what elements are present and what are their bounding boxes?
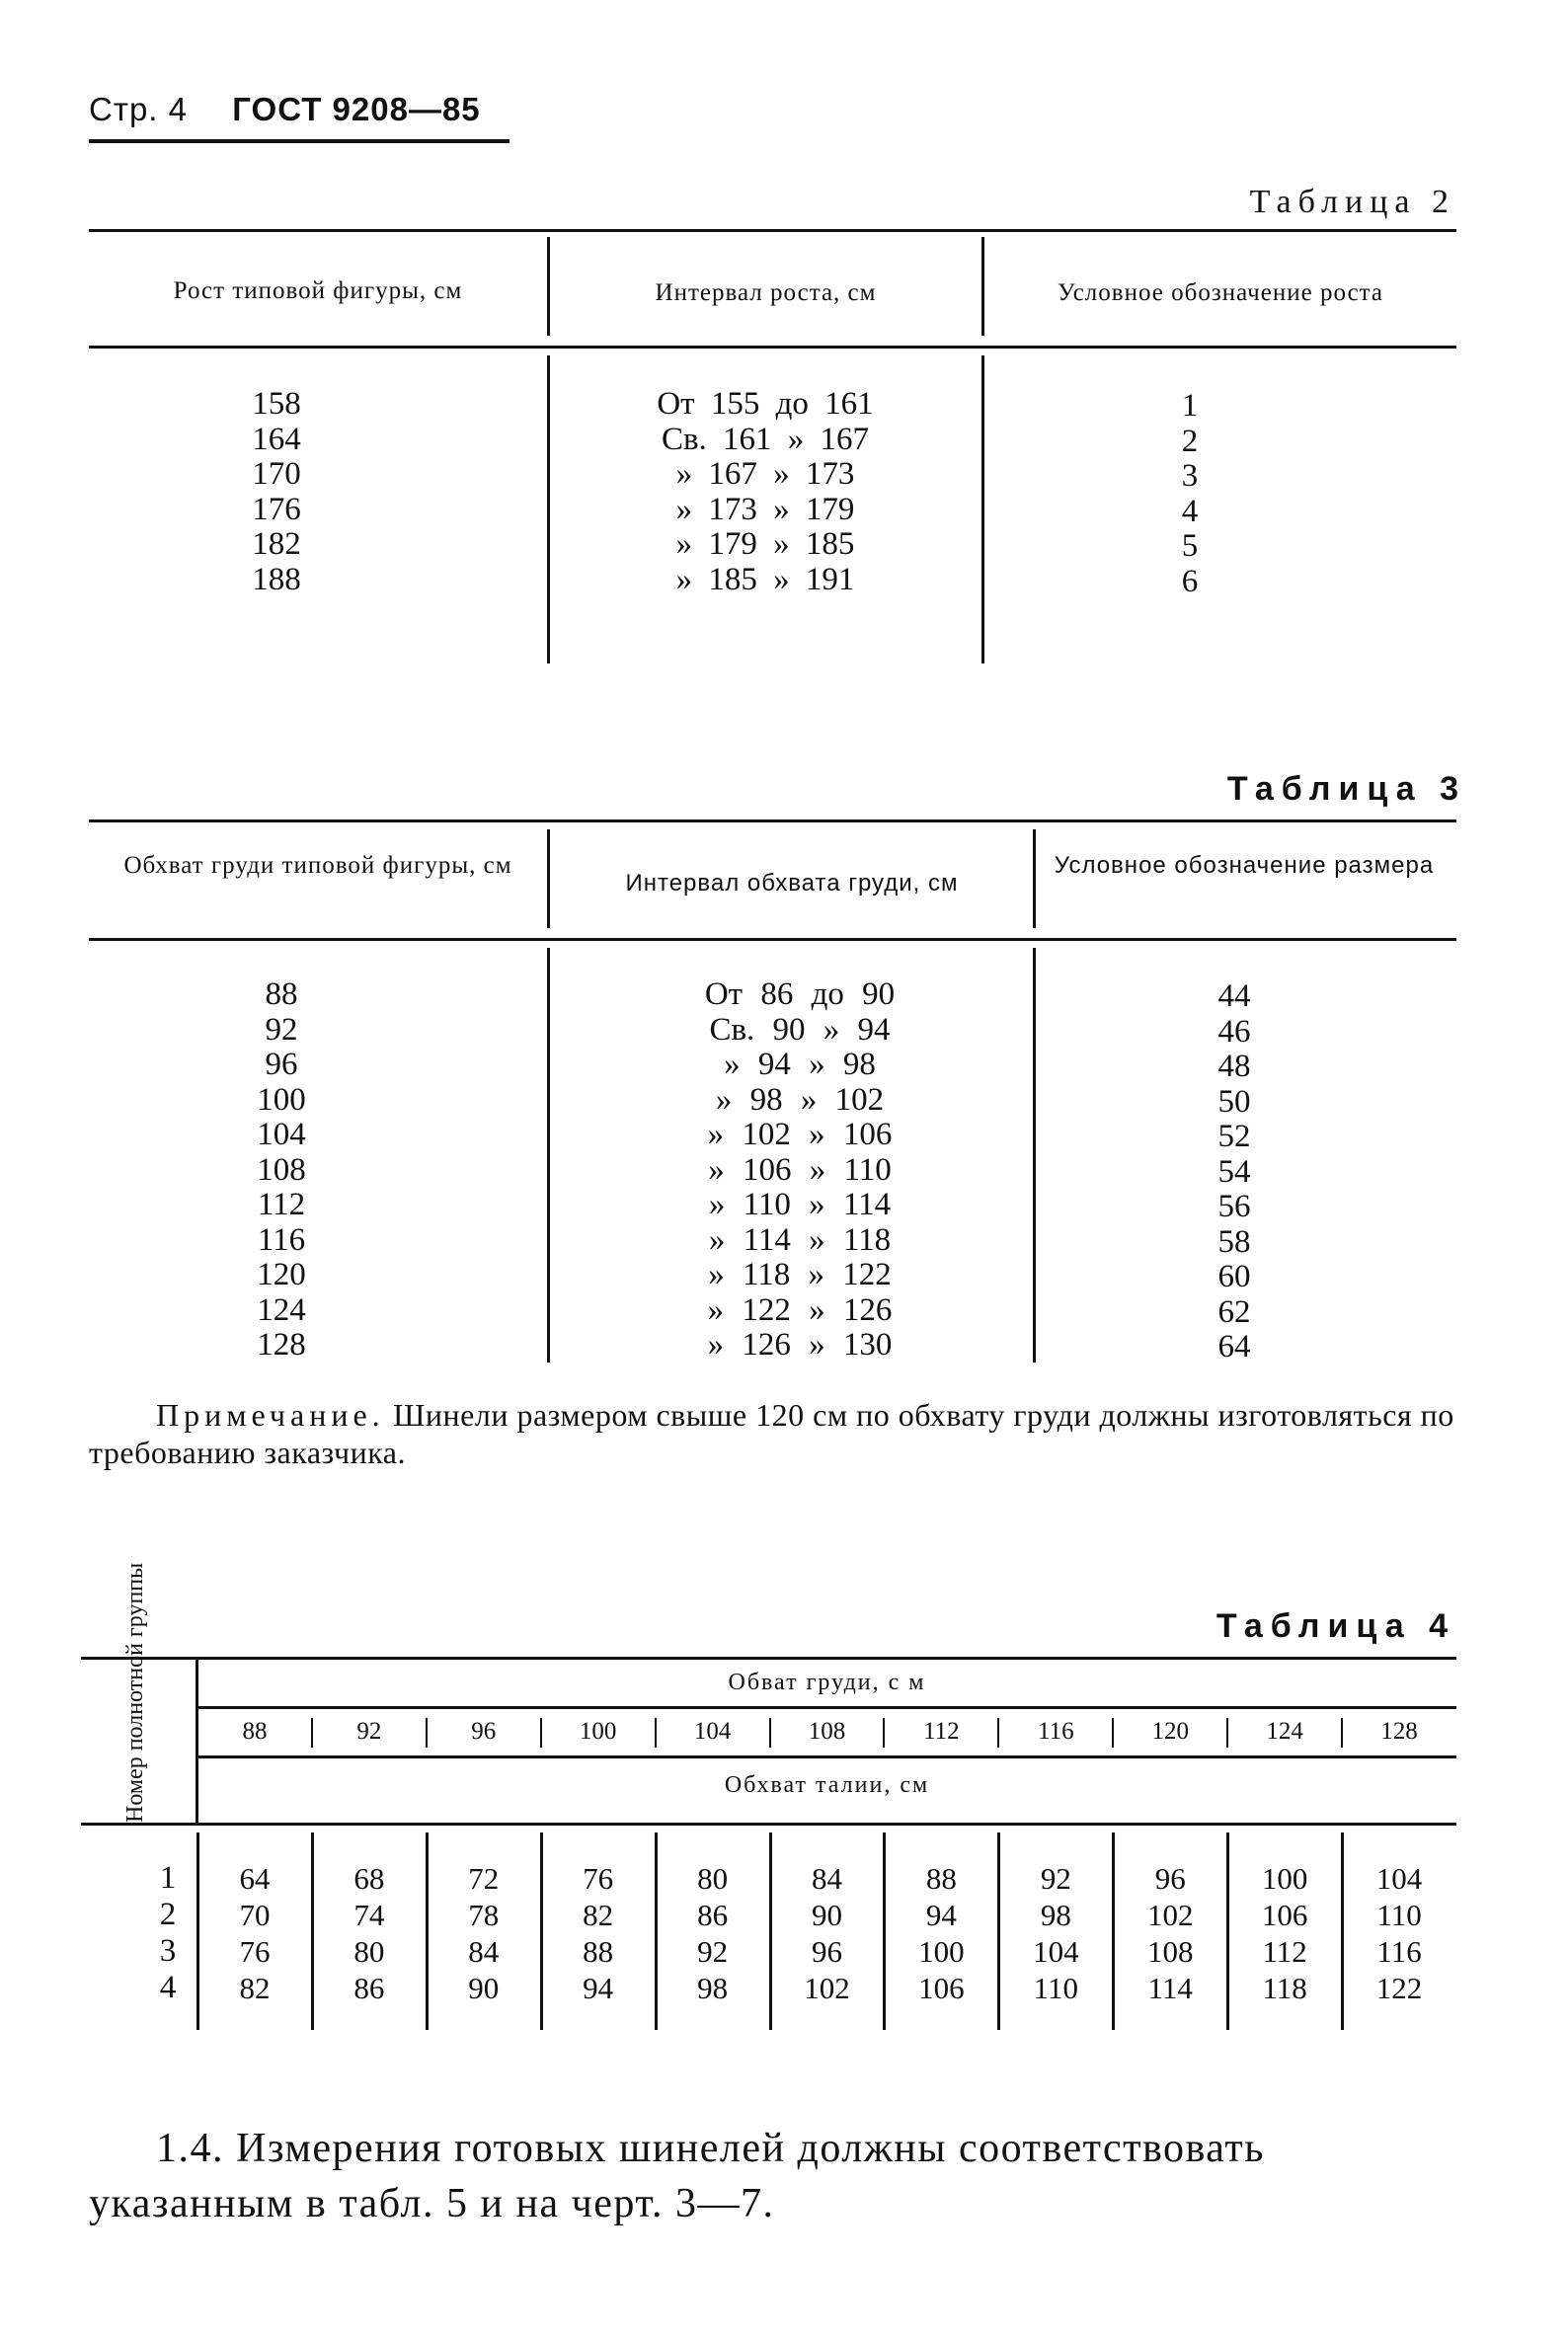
table4-chest-value: 116 [1038, 1718, 1074, 1745]
table4-chest-header: Обват груди, с м [728, 1670, 926, 1695]
table-cell: 94 [583, 1971, 614, 2005]
table4-chest-values-rule [197, 1755, 1456, 1758]
table-cell: 86 [353, 1971, 385, 2005]
table-cell: 76 [239, 1934, 271, 1969]
table4-chest-value: 88 [242, 1718, 268, 1745]
table-cell: 3 [159, 1933, 177, 1969]
table-cell: 100 [257, 1081, 306, 1118]
table3-divider [1033, 948, 1036, 1363]
table4-waist-column [998, 1860, 1113, 2006]
table4-waist-column [427, 1860, 541, 2006]
table4-chest-divider [1341, 1718, 1343, 1748]
table-cell: 112 [1262, 1934, 1307, 1969]
table-cell: 88 [925, 1861, 957, 1896]
table4-chest-value: 112 [923, 1718, 960, 1745]
table-cell: 100 [1261, 1861, 1308, 1896]
table-cell: » 94 » 98 [724, 1047, 876, 1082]
table-cell: 64 [1217, 1329, 1251, 1364]
table4-waist-column [1113, 1860, 1227, 2006]
table-cell: 62 [1217, 1293, 1251, 1330]
table-cell: 114 [1147, 1971, 1193, 2005]
table-cell: 170 [252, 456, 301, 492]
table4-waist-column [312, 1860, 427, 2006]
table3-header-interval: Интервал обхвата груди, см [625, 870, 959, 897]
table4-chest-divider [426, 1718, 428, 1748]
table-cell: 4 [1181, 493, 1199, 529]
table-cell: 104 [1033, 1934, 1079, 1969]
table4-waist-column [197, 1860, 312, 2006]
table-cell: 128 [257, 1327, 306, 1363]
table2-divider [981, 355, 984, 663]
table-cell: 124 [257, 1291, 306, 1328]
table-cell: » 98 » 102 [715, 1081, 885, 1118]
table2-col-code [1136, 389, 1244, 599]
table-cell: » 118 » 122 [708, 1257, 892, 1292]
table4-chest-divider [769, 1718, 771, 1748]
table2-col-interval [612, 387, 918, 597]
table-cell: » 167 » 173 [675, 456, 855, 492]
table4-chest-divider [1226, 1718, 1228, 1748]
table2-divider [547, 355, 550, 663]
table4-group-header: Номер полнотной группы [122, 1562, 148, 1823]
table-cell: Св. 161 » 167 [661, 421, 870, 457]
table4-group-header-cell [87, 1562, 196, 1823]
table4-chest-rule [197, 1706, 1456, 1709]
table-cell: 116 [257, 1221, 306, 1258]
table-cell: 6 [1181, 563, 1199, 599]
table3-note [89, 1396, 1456, 1471]
table-cell: 122 [1375, 1971, 1423, 2005]
table3-col-chest [197, 977, 365, 1364]
table3-divider [547, 948, 550, 1363]
table2-header-rule [89, 346, 1456, 349]
table-cell: » 106 » 110 [708, 1151, 892, 1188]
table-cell: 70 [239, 1898, 271, 1932]
table-cell: 50 [1217, 1083, 1251, 1120]
table-cell: 58 [1217, 1223, 1251, 1260]
header-rule [89, 139, 510, 143]
table-cell: 110 [1376, 1898, 1422, 1932]
table-cell: 90 [468, 1971, 500, 2005]
table4-chest-value: 128 [1380, 1718, 1418, 1745]
table-cell: 88 [265, 976, 298, 1012]
table-cell: 96 [811, 1934, 842, 1969]
table-cell: 86 [697, 1898, 729, 1932]
table-cell: 104 [1375, 1861, 1423, 1896]
table-cell: 44 [1217, 978, 1251, 1014]
table-cell: 94 [925, 1898, 957, 1932]
table3-divider [1033, 829, 1036, 928]
paragraph-1-4: 1.4. Измерения готовых шинелей должны соответствовать указанным в табл. 5 и на черт. 3—7. [89, 2126, 1265, 2226]
table-cell: 48 [1217, 1049, 1251, 1084]
table-cell: 96 [265, 1047, 298, 1082]
table-cell: 4 [159, 1970, 177, 2005]
table-cell: 2 [1181, 423, 1199, 459]
table3-col-size [1165, 979, 1303, 1365]
table-cell: 158 [252, 386, 301, 422]
table-cell: 68 [353, 1861, 385, 1896]
table4-chest-divider [1112, 1718, 1114, 1748]
table4-waist-header: Обхват талии, см [724, 1772, 930, 1798]
table-cell: 3 [1181, 458, 1199, 494]
table-cell: 90 [811, 1898, 842, 1932]
table4-header-rule [81, 1823, 1456, 1826]
table4-chest-divider [655, 1718, 657, 1748]
table-cell: » 114 » 118 [708, 1221, 892, 1258]
table4-waist-column [884, 1860, 998, 2006]
table3-caption: Таблица 3 [1226, 770, 1466, 808]
table-cell: 110 [1033, 1971, 1078, 2005]
table-cell: 188 [252, 561, 301, 597]
table4-waist-column [541, 1860, 656, 2006]
table-cell: 82 [239, 1971, 271, 2005]
table-cell: 106 [1261, 1898, 1308, 1932]
table-cell: 74 [353, 1898, 385, 1932]
table3-top-rule [89, 819, 1456, 822]
table-cell: 164 [252, 421, 301, 457]
table4-chest-value: 124 [1266, 1718, 1303, 1745]
table-cell: 182 [252, 526, 301, 562]
table4-chest-value: 108 [808, 1718, 846, 1745]
table2-col-height [197, 387, 355, 597]
table3-col-interval [652, 977, 948, 1364]
table-cell: 52 [1217, 1119, 1251, 1154]
table4-waist-column [1227, 1860, 1342, 2006]
table4-chest-value: 104 [693, 1718, 732, 1745]
table-cell: От 155 до 161 [657, 386, 874, 422]
table-cell: » 102 » 106 [707, 1117, 893, 1152]
table-cell: 92 [1040, 1861, 1071, 1896]
table-cell: » 126 » 130 [707, 1327, 893, 1363]
table-cell: » 122 » 126 [707, 1291, 893, 1328]
table-cell: 56 [1217, 1189, 1251, 1224]
table-cell: 88 [583, 1934, 614, 1969]
table4-body [81, 1832, 1456, 2040]
table4-caption: Таблица 4 [1215, 1607, 1455, 1645]
table3-header-rule [89, 938, 1456, 941]
table4-waist-column [770, 1860, 885, 2006]
table-cell: От 86 до 90 [704, 976, 896, 1012]
table-cell: 54 [1217, 1153, 1251, 1190]
table4-chest-value: 92 [356, 1718, 382, 1745]
table-cell: 102 [804, 1971, 850, 2005]
table-cell: 82 [583, 1898, 614, 1932]
table4-chest-value: 96 [471, 1718, 497, 1745]
table-cell: 116 [1376, 1934, 1422, 1969]
table-cell: 96 [1154, 1861, 1186, 1896]
table2-header-height: Рост типовой фигуры, см [173, 277, 463, 304]
table4-chest-divider [540, 1718, 542, 1748]
table-cell: 118 [1262, 1971, 1307, 2005]
table-cell: 46 [1217, 1013, 1251, 1050]
note-label: Примечание. [156, 1397, 385, 1433]
table2-header-code: Условное обозначение роста [1058, 279, 1383, 306]
table-cell: 78 [468, 1898, 500, 1932]
table4-chest-value: 100 [579, 1718, 617, 1745]
table4-waist-column [1342, 1860, 1456, 2006]
table2-caption: Таблица 2 [1249, 184, 1455, 220]
table-cell: 108 [257, 1151, 306, 1188]
table-cell: 176 [252, 491, 301, 527]
table-cell: 104 [257, 1117, 306, 1152]
table-cell: 72 [468, 1861, 500, 1896]
table3-divider [547, 829, 550, 928]
table-cell: » 185 » 191 [675, 561, 855, 597]
table-cell: 112 [257, 1187, 306, 1222]
table-cell: 106 [918, 1971, 965, 2005]
table4-chest-divider [997, 1718, 999, 1748]
table4-chest-divider [883, 1718, 885, 1748]
table4-col-groups [138, 1860, 197, 2006]
page-number: Стр. 4 [89, 91, 188, 127]
table3-header-chest: Обхват груди типовой фигуры, см [123, 852, 512, 879]
table-cell: 100 [918, 1934, 965, 1969]
table4-chest-value: 120 [1151, 1718, 1189, 1745]
table-cell: » 173 » 179 [675, 491, 855, 527]
standard-id: ГОСТ 9208—85 [232, 91, 481, 127]
table-cell: 84 [811, 1861, 842, 1896]
table4-top-rule [81, 1657, 1456, 1660]
page-header [89, 91, 481, 129]
table-cell: 60 [1217, 1259, 1251, 1294]
table4-chest-divider [311, 1718, 313, 1748]
table-cell: 2 [159, 1897, 177, 1932]
table-cell: 5 [1181, 528, 1199, 564]
table-cell: 1 [159, 1860, 177, 1896]
table-cell: 98 [1040, 1898, 1071, 1932]
note-text: Шинели размером свыше 120 см по обхвату груди должны изготовляться по требованию заказчика. [89, 1397, 1454, 1470]
table2-header-interval: Интервал роста, см [655, 279, 877, 306]
table-cell: 102 [1146, 1898, 1194, 1932]
table-cell: 80 [697, 1861, 729, 1896]
table-cell: 98 [697, 1971, 729, 2005]
table2-top-rule [89, 229, 1456, 232]
table4-chest-row [197, 1712, 1456, 1752]
table3-header-size: Условное обозначение размера [1054, 852, 1435, 879]
table-cell: Св. 90 » 94 [709, 1011, 891, 1048]
table-cell: 64 [239, 1861, 271, 1896]
table-cell: 84 [468, 1934, 500, 1969]
table-cell: » 179 » 185 [675, 526, 855, 562]
table-cell: 76 [583, 1861, 614, 1896]
table-cell: 1 [1181, 388, 1199, 424]
table-cell: 80 [353, 1934, 385, 1969]
table4-waist-column [656, 1860, 770, 2006]
table-cell: » 110 » 114 [708, 1187, 892, 1222]
table-cell: 92 [265, 1011, 298, 1048]
table-cell: 120 [257, 1257, 306, 1292]
table-cell: 92 [697, 1934, 729, 1969]
table-cell: 108 [1146, 1934, 1194, 1969]
